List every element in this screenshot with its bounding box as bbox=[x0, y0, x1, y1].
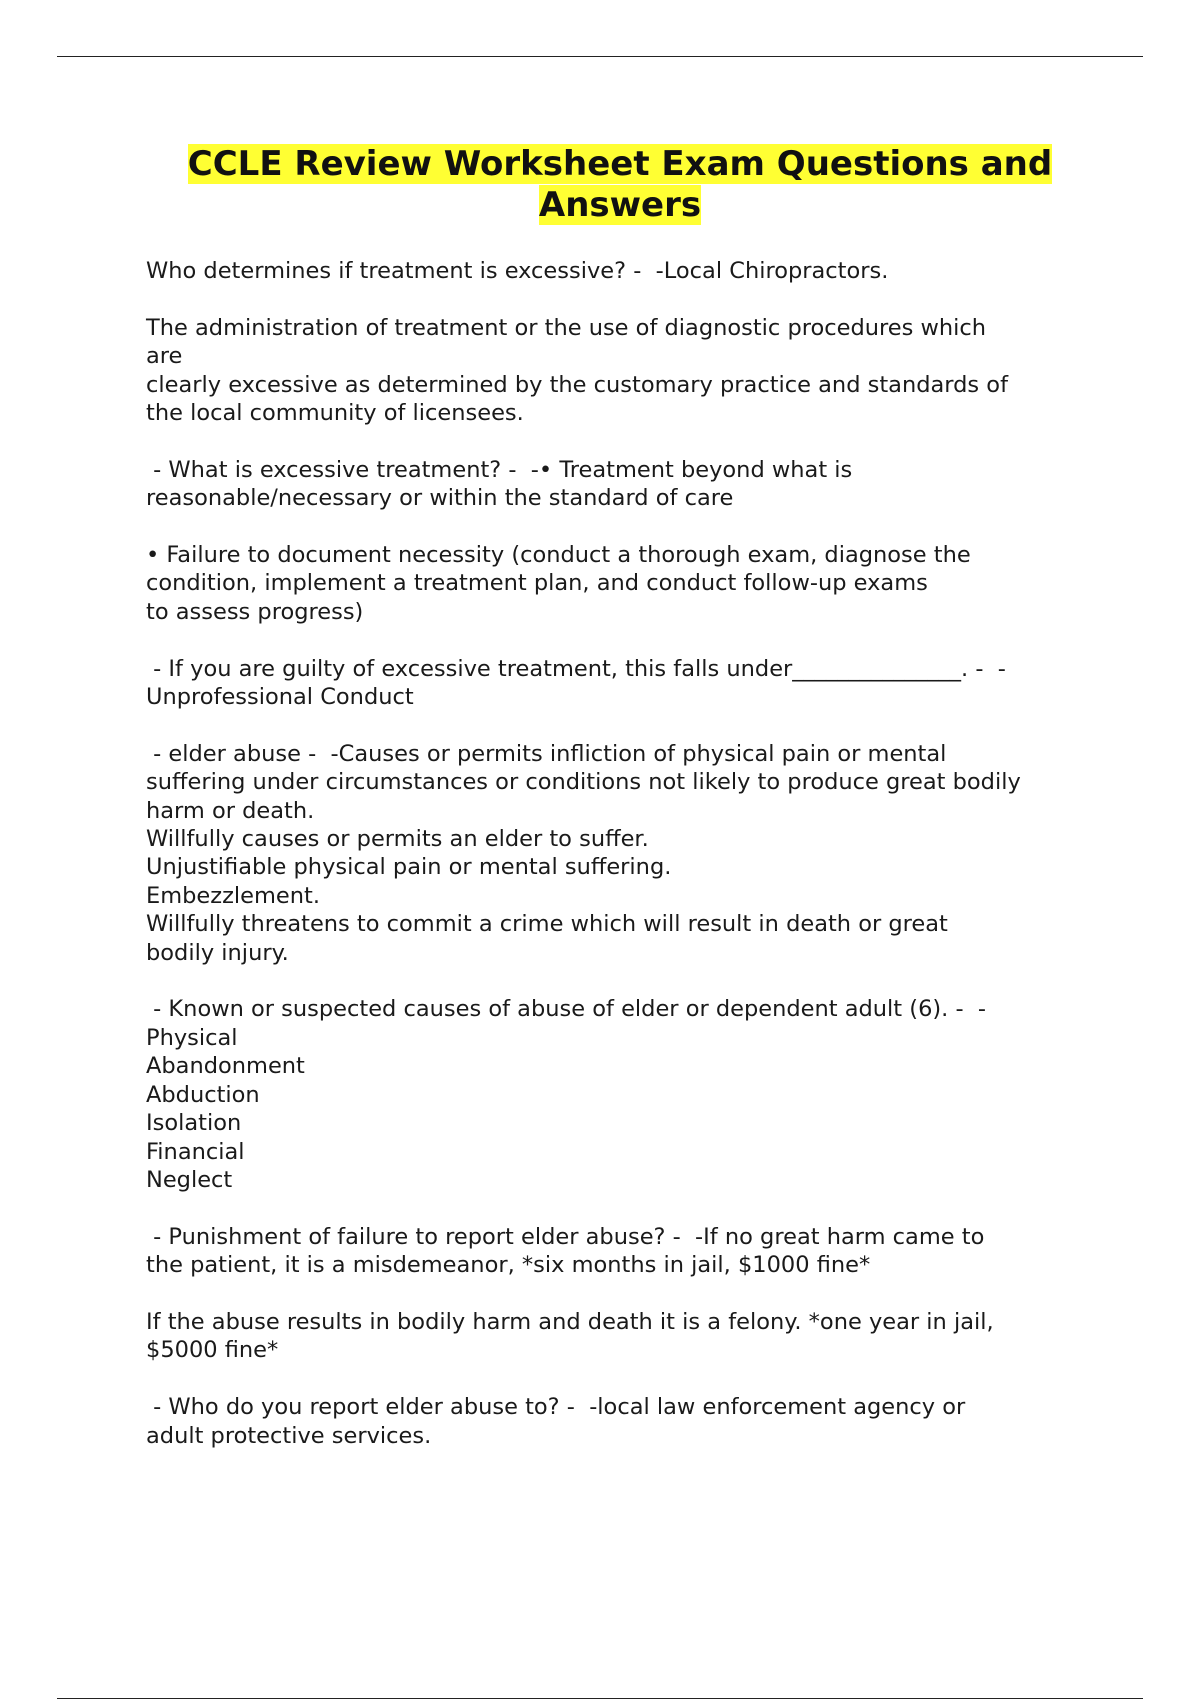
text-line: - Who do you report elder abuse to? - -local law enforcement agency or bbox=[146, 1394, 966, 1421]
bottom-rule bbox=[57, 1698, 1143, 1699]
text-line: the patient, it is a misdemeanor, *six months in jail, $1000 fine* bbox=[146, 1252, 871, 1279]
qa-paragraph bbox=[146, 1393, 1096, 1450]
qa-paragraph bbox=[146, 541, 1096, 626]
text-line: - What is excessive treatment? - -• Treatment beyond what is bbox=[146, 456, 853, 483]
text-line: Neglect bbox=[146, 1166, 233, 1193]
text-line: - elder abuse - -Causes or permits infliction of physical pain or mental bbox=[146, 740, 947, 767]
text-line: clearly excessive as determined by the customary practice and standards of bbox=[146, 371, 1008, 398]
qa-paragraph bbox=[146, 655, 1096, 712]
text-line: Willfully threatens to commit a crime which will result in death or great bbox=[146, 911, 948, 938]
text-line: the local community of licensees. bbox=[146, 400, 524, 427]
document-body bbox=[146, 257, 1096, 1478]
text-line: Abandonment bbox=[146, 1053, 305, 1080]
text-line: Abduction bbox=[146, 1081, 260, 1108]
text-line: - If you are guilty of excessive treatment, this falls under_______________. - - bbox=[146, 655, 1006, 682]
document-title bbox=[188, 144, 1052, 225]
text-line: Embezzlement. bbox=[146, 882, 320, 909]
title-line-1: CCLE Review Worksheet Exam Questions and bbox=[187, 144, 1053, 184]
text-line: If the abuse results in bodily harm and death it is a felony. *one year in jail, bbox=[146, 1308, 994, 1335]
text-line: harm or death. bbox=[146, 797, 315, 824]
text-line: suffering under circumstances or conditions not likely to produce great bodily bbox=[146, 769, 1021, 796]
text-line: - Punishment of failure to report elder abuse? - -If no great harm came to bbox=[146, 1223, 985, 1250]
text-line: Willfully causes or permits an elder to suffer. bbox=[146, 826, 649, 853]
qa-paragraph bbox=[146, 995, 1096, 1194]
text-line: - Known or suspected causes of abuse of elder or dependent adult (6). - - bbox=[146, 996, 987, 1023]
text-line: • Failure to document necessity (conduct a thorough exam, diagnose the bbox=[146, 542, 971, 569]
qa-paragraph bbox=[146, 1223, 1096, 1280]
text-line: Financial bbox=[146, 1138, 245, 1165]
text-line: to assess progress) bbox=[146, 598, 364, 625]
qa-paragraph bbox=[146, 314, 1096, 428]
text-line: bodily injury. bbox=[146, 939, 289, 966]
qa-paragraph bbox=[146, 257, 1096, 285]
text-line: Physical bbox=[146, 1024, 238, 1051]
qa-paragraph bbox=[146, 740, 1096, 967]
text-line: $5000 fine* bbox=[146, 1337, 279, 1364]
text-line: are bbox=[146, 343, 183, 370]
qa-paragraph bbox=[146, 456, 1096, 513]
qa-paragraph bbox=[146, 1308, 1096, 1365]
text-line: Unjustifiable physical pain or mental suffering. bbox=[146, 854, 672, 881]
text-line: condition, implement a treatment plan, and conduct follow-up exams bbox=[146, 570, 928, 597]
text-line: The administration of treatment or the use of diagnostic procedures which bbox=[146, 314, 987, 341]
text-line: Who determines if treatment is excessive? - -Local Chiropractors. bbox=[146, 258, 889, 284]
title-block bbox=[140, 144, 1100, 226]
text-line: Isolation bbox=[146, 1110, 242, 1137]
top-rule bbox=[57, 56, 1143, 57]
title-line-2: Answers bbox=[538, 185, 702, 225]
text-line: reasonable/necessary or within the standard of care bbox=[146, 485, 734, 512]
text-line: adult protective services. bbox=[146, 1422, 432, 1449]
text-line: Unprofessional Conduct bbox=[146, 684, 414, 711]
